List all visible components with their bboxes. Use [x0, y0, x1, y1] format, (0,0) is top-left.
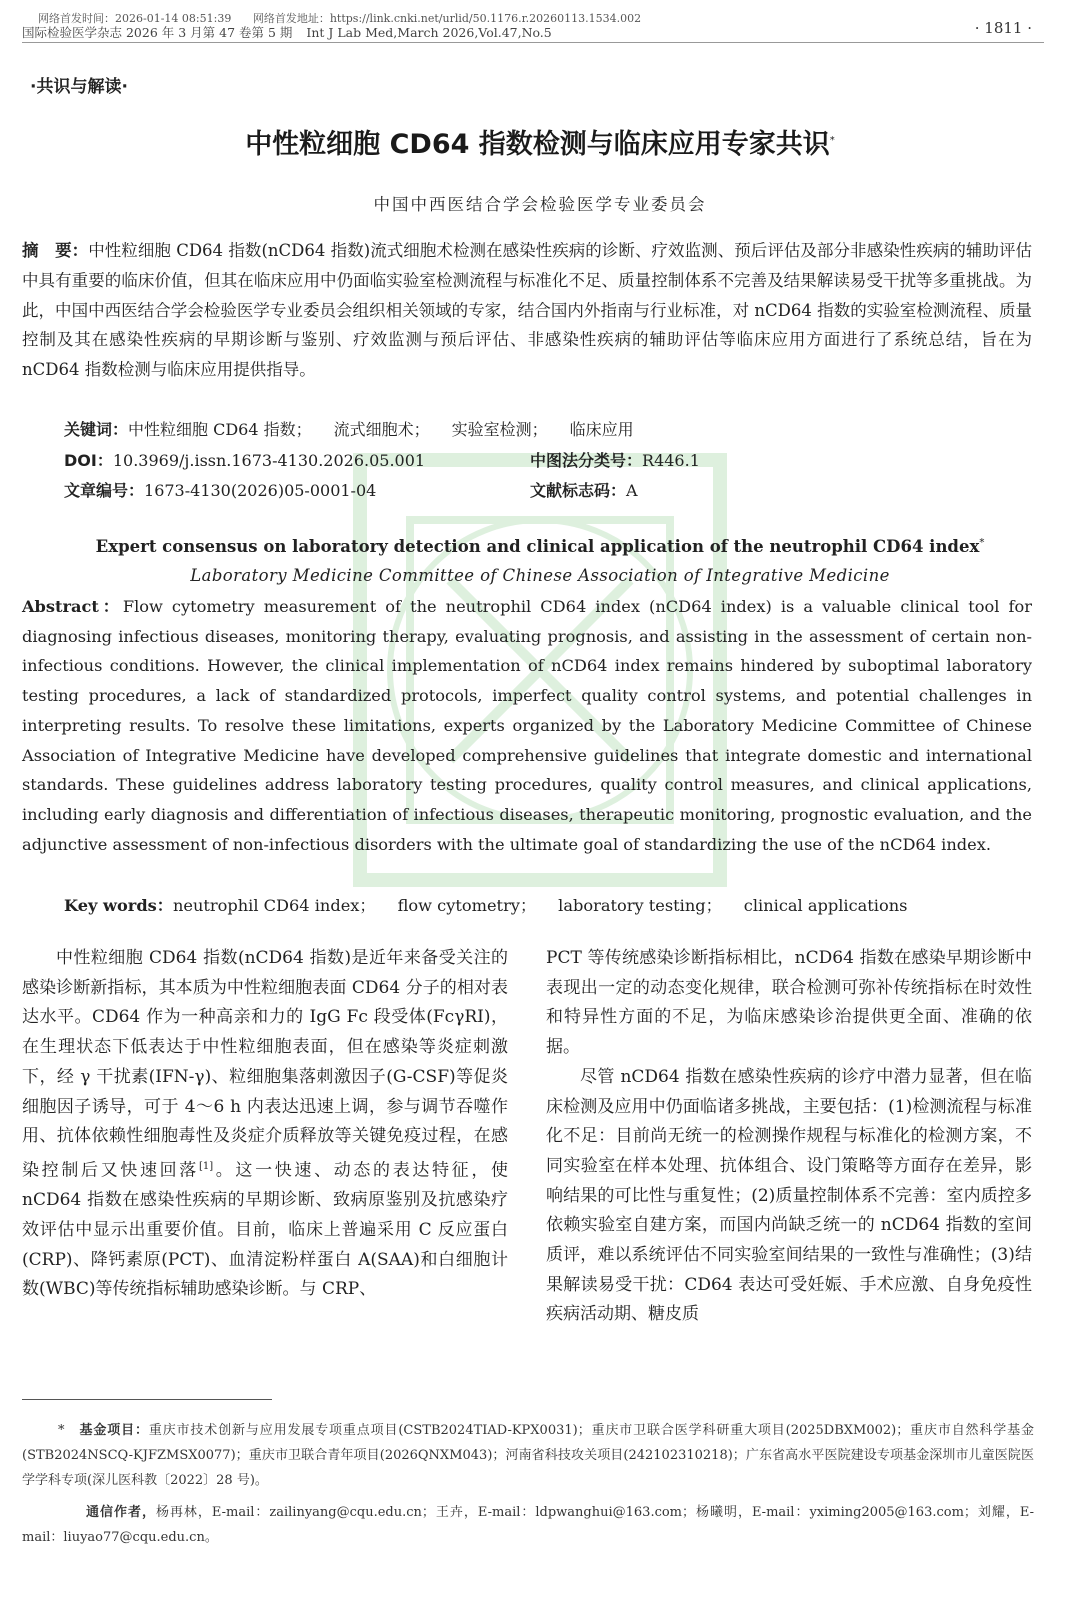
keyword-cn-2: 流式细胞术； [333, 420, 430, 439]
body-paragraph: PCT 等传统感染诊断指标相比，nCD64 指数在感染早期诊断中表现出一定的动态变化规律，联合检测可弥补传统指标在时效性和特异性方面的不足，为临床感染诊治提供更全面、准确的依据。 [546, 948, 1032, 1058]
keywords-cn [64, 417, 656, 440]
keyword-en-3: laboratory testing； [558, 896, 722, 915]
keywords-cn-label: 关键词： [64, 420, 129, 439]
online-url[interactable]: 网络首发地址：https://link.cnki.net/urlid/50.1176.r.20260113.1534.002 [252, 12, 642, 25]
body-text: 。这一快速、动态的表达特征，使 nCD64 指数在感染性疾病的早期诊断、致病原鉴别及抗感染疗效评估中显示出重要价值。目前，临床上普遍采用 C 反应蛋白(CRP)、降钙素原(PCT)、血清淀粉样蛋白 A(SAA)和白细胞计数(WBC)等传统指标辅助感染诊断。与 CRP、 [22, 1160, 509, 1300]
author-cn: 中国中西医结合学会检验医学专业委员会 [373, 195, 707, 214]
title-en [0, 537, 1080, 556]
footnote-divider [22, 1399, 272, 1400]
document-code-value: A [626, 481, 638, 500]
keywords-en [64, 892, 929, 916]
corr-text: 杨再林，E-mail：zailinyang@cqu.edu.cn；王卉，E-mail：ldpwanghui@163.com；杨曦明，E-mail：yximing2005@163.com；刘耀，E-mail：liuyao77@cqu.edu.cn。 [22, 1505, 1034, 1545]
journal-info [22, 23, 562, 41]
title-en-mark: * [979, 537, 985, 549]
body-text: 中性粒细胞 CD64 指数(nCD64 指数)是近年来备受关注的感染诊断新指标，其本质为中性粒细胞表面 CD64 分子的相对表达水平。CD64 作为一种高亲和力的 IgG Fc 段受体(FcγRI)，在生理状态下低表达于中性粒细胞表面，但在感染等炎症刺激下，经 γ 干扰素(IFN-γ)、粒细胞集落刺激因子(G-CSF)等促炎细胞因子诱导，可于 4～6 h 内表达迅速上调，参与调节吞噬作用、抗体依赖性细胞毒性及炎症介质释放等关键免疫过程，在感染控制后又快速回落 [22, 948, 508, 1181]
abstract-en-label: Abstract： [22, 597, 123, 616]
keyword-en-2: flow cytometry； [397, 896, 537, 915]
abstract-en-text: Flow cytometry measurement of the neutrophil CD64 index (nCD64 index) is a valuable clinical tool for diagnosing infectious diseases, monitoring therapy, evaluating prognosis, and assisting in the assessment of certain non-infectious conditions. However, the clinical implementation of nCD64 index remains hindered by suboptimal laboratory testing procedures, a lack of standardized protocols, imperfect quality control systems, and potential challenges in interpreting results. To resolve these limitations, experts organized by the Laboratory Medicine Committee of Chinese Association of Integrative Medicine have developed comprehensive guidelines that integrate domestic and international standards. These guidelines address laboratory testing procedures, quality control measures, and clinical applications, including early diagnosis and differentiation of infectious diseases, therapeutic monitoring, prognostic evaluation, and the adjunctive assessment of non-infectious disorders with the ultimate goal of standardizing the use of the nCD64 index. [22, 597, 1033, 854]
fund-mark: * [58, 1423, 65, 1438]
clc-number [530, 448, 700, 471]
clc-value: R446.1 [642, 451, 700, 470]
footnote-correspondence [22, 1500, 1034, 1550]
journal-en: Int J Lab Med,March 2026,Vol.47,No.5 [306, 25, 552, 40]
article-number [64, 478, 376, 501]
article-number-value: 1673-4130(2026)05-0001-04 [144, 481, 377, 500]
body-column-right [546, 944, 1032, 1330]
body-paragraph: 尽管 nCD64 指数在感染性疾病的诊疗中潜力显著，但在临床检测及应用中仍面临诸多挑战，主要包括：(1)检测流程与标准化不足：目前尚无统一的检测操作规程与标准化的检测方案，不同实验室在样本处理、抗体组合、设门策略等方面存在差异，影响结果的可比性与重复性；(2)质量控制体系不完善：室内质控多依赖实验室自建方案，而国内尚缺乏统一的 nCD64 指数的室间质评，难以系统评估不同实验室间结果的一致性与准确性；(3)结果解读易受干扰：CD64 表达可受妊娠、手术应激、自身免疫性疾病活动期、糖皮质 [546, 1066, 1032, 1325]
keyword-cn-3: 实验室检测； [451, 420, 548, 439]
abstract-cn-text: 中性粒细胞 CD64 指数(nCD64 指数)流式细胞术检测在感染性疾病的诊断、疗效监测、预后评估及部分非感染性疾病的辅助评估中具有重要的临床价值，但其在临床应用中仍面临实验室检测流程与标准化不足、质量控制体系不完善及结果解读易受干扰等多重挑战。为此，中国中西医结合学会检验医学专业委员会组织相关领域的专家，结合国内外指南与行业标准，对 nCD64 指数的实验室检测流程、质量控制及其在感染性疾病的早期诊断与鉴别、疗效监测与预后评估、非感染性疾病的辅助评估等临床应用方面进行了系统总结，旨在为 nCD64 指数检测与临床应用提供指导。 [22, 241, 1033, 380]
title-cn [0, 122, 1080, 161]
doi-label: DOI： [64, 451, 113, 470]
keyword-en-4: clinical applications [743, 896, 908, 915]
title-cn-text: 中性粒细胞 CD64 指数检测与临床应用专家共识 [245, 129, 830, 160]
keywords-en-label: Key words： [64, 896, 173, 915]
author-en: Laboratory Medicine Committee of Chinese Association of Integrative Medicine [190, 566, 890, 585]
journal-cn: 国际检验医学杂志 2026 年 3 月第 47 卷第 5 期 [22, 25, 293, 40]
online-time: 网络首发时间：2026-01-14 08:51:39 [38, 12, 232, 25]
header-divider [22, 42, 1044, 43]
article-number-label: 文章编号： [64, 481, 145, 500]
footnote-funding [22, 1418, 1034, 1493]
body-paragraph [22, 944, 508, 1305]
section-tag: ·共识与解读· [30, 77, 128, 97]
fund-label: 基金项目： [79, 1423, 149, 1438]
page-number: · 1811 · [974, 19, 1032, 37]
citation-ref[interactable]: [1] [198, 1160, 214, 1172]
keyword-cn-4: 临床应用 [569, 420, 634, 439]
doi-value[interactable]: 10.3969/j.issn.1673-4130.2026.05.001 [112, 451, 426, 470]
keyword-cn-1: 中性粒细胞 CD64 指数； [128, 420, 312, 439]
abstract-en [22, 592, 1032, 859]
title-en-text: Expert consensus on laboratory detection and clinical application of the neutrophil CD64 index [95, 537, 980, 556]
body-column-left [22, 944, 508, 1305]
title-cn-mark: * [829, 135, 835, 146]
abstract-cn [22, 236, 1032, 385]
abstract-cn-label: 摘 要： [22, 241, 89, 260]
keyword-en-1: neutrophil CD64 index； [172, 896, 376, 915]
corr-label: 通信作者， [86, 1505, 156, 1520]
clc-label: 中图法分类号： [530, 451, 643, 470]
fund-text: 重庆市技术创新与应用发展专项重点项目(CSTB2024TIAD-KPX0031)；重庆市卫联合医学科研重大项目(2025DBXM002)；重庆市自然科学基金(STB2024NSCQ-KJFZMSX0077)；重庆市卫联合青年项目(2026QNXM043)；河南省科技攻关项目(242102310218)；广东省高水平医院建设专项基金深圳市儿童医院医学学科专项(深儿医科教〔2022〕28 号)。 [22, 1423, 1035, 1488]
doi [64, 448, 425, 471]
document-code [530, 478, 638, 501]
document-code-label: 文献标志码： [530, 481, 627, 500]
